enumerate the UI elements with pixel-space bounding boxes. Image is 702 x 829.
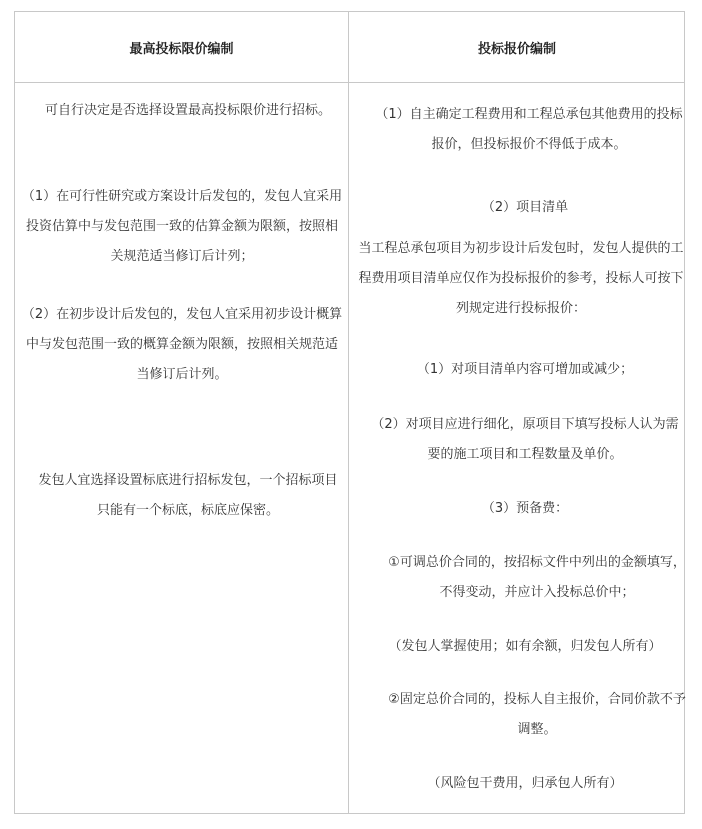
- header-divider: [15, 82, 684, 83]
- right-paragraph: （2）项目清单: [481, 200, 569, 215]
- right-paragraph: （1）对项目清单内容可增加或减少；: [416, 362, 634, 377]
- right-paragraph: （风险包干费用，归承包人所有）: [427, 776, 623, 791]
- comparison-table: [14, 11, 685, 814]
- right-paragraph: ①可调总价合同的，按招标文件中列出的金额填写，不得变动，并应计入投标总价中；: [388, 555, 686, 600]
- right-paragraph: （2）对项目应进行细化，原项目下填写投标人认为需要的施工项目和工程数量及单价。: [371, 417, 679, 462]
- column-divider: [348, 12, 349, 813]
- right-paragraph: （发包人掌握使用；如有余额，归发包人所有）: [388, 639, 662, 654]
- header-bid-quotation: 投标报价编制: [477, 41, 556, 57]
- left-paragraph: （2）在初步设计后发包的，发包人宜采用初步设计概算中与发包范围一致的概算金额为限额，按照相关规范适当修订后计列。: [21, 307, 343, 382]
- right-paragraph: （3）预备费：: [481, 501, 569, 516]
- right-paragraph: （1）自主确定工程费用和工程总承包其他费用的投标报价，但投标报价不得低于成本。: [375, 107, 683, 152]
- left-paragraph: 发包人宜选择设置标底进行招标发包，一个招标项目只能有一个标底，标底应保密。: [38, 473, 338, 518]
- right-paragraph: ②固定总价合同的，投标人自主报价，合同价款不予调整。: [388, 692, 686, 737]
- header-max-bid-limit: 最高投标限价编制: [129, 41, 234, 57]
- right-paragraph: 当工程总承包项目为初步设计后发包时，发包人提供的工程费用项目清单应仅作为投标报价的参考，投标人可按下列规定进行投标报价：: [358, 241, 684, 316]
- left-paragraph: （1）在可行性研究或方案设计后发包的，发包人宜采用投资估算中与发包范围一致的估算金额为限额，按照相关规范适当修订后计列；: [21, 189, 343, 264]
- left-paragraph: 可自行决定是否选择设置最高投标限价进行招标。: [44, 103, 331, 118]
